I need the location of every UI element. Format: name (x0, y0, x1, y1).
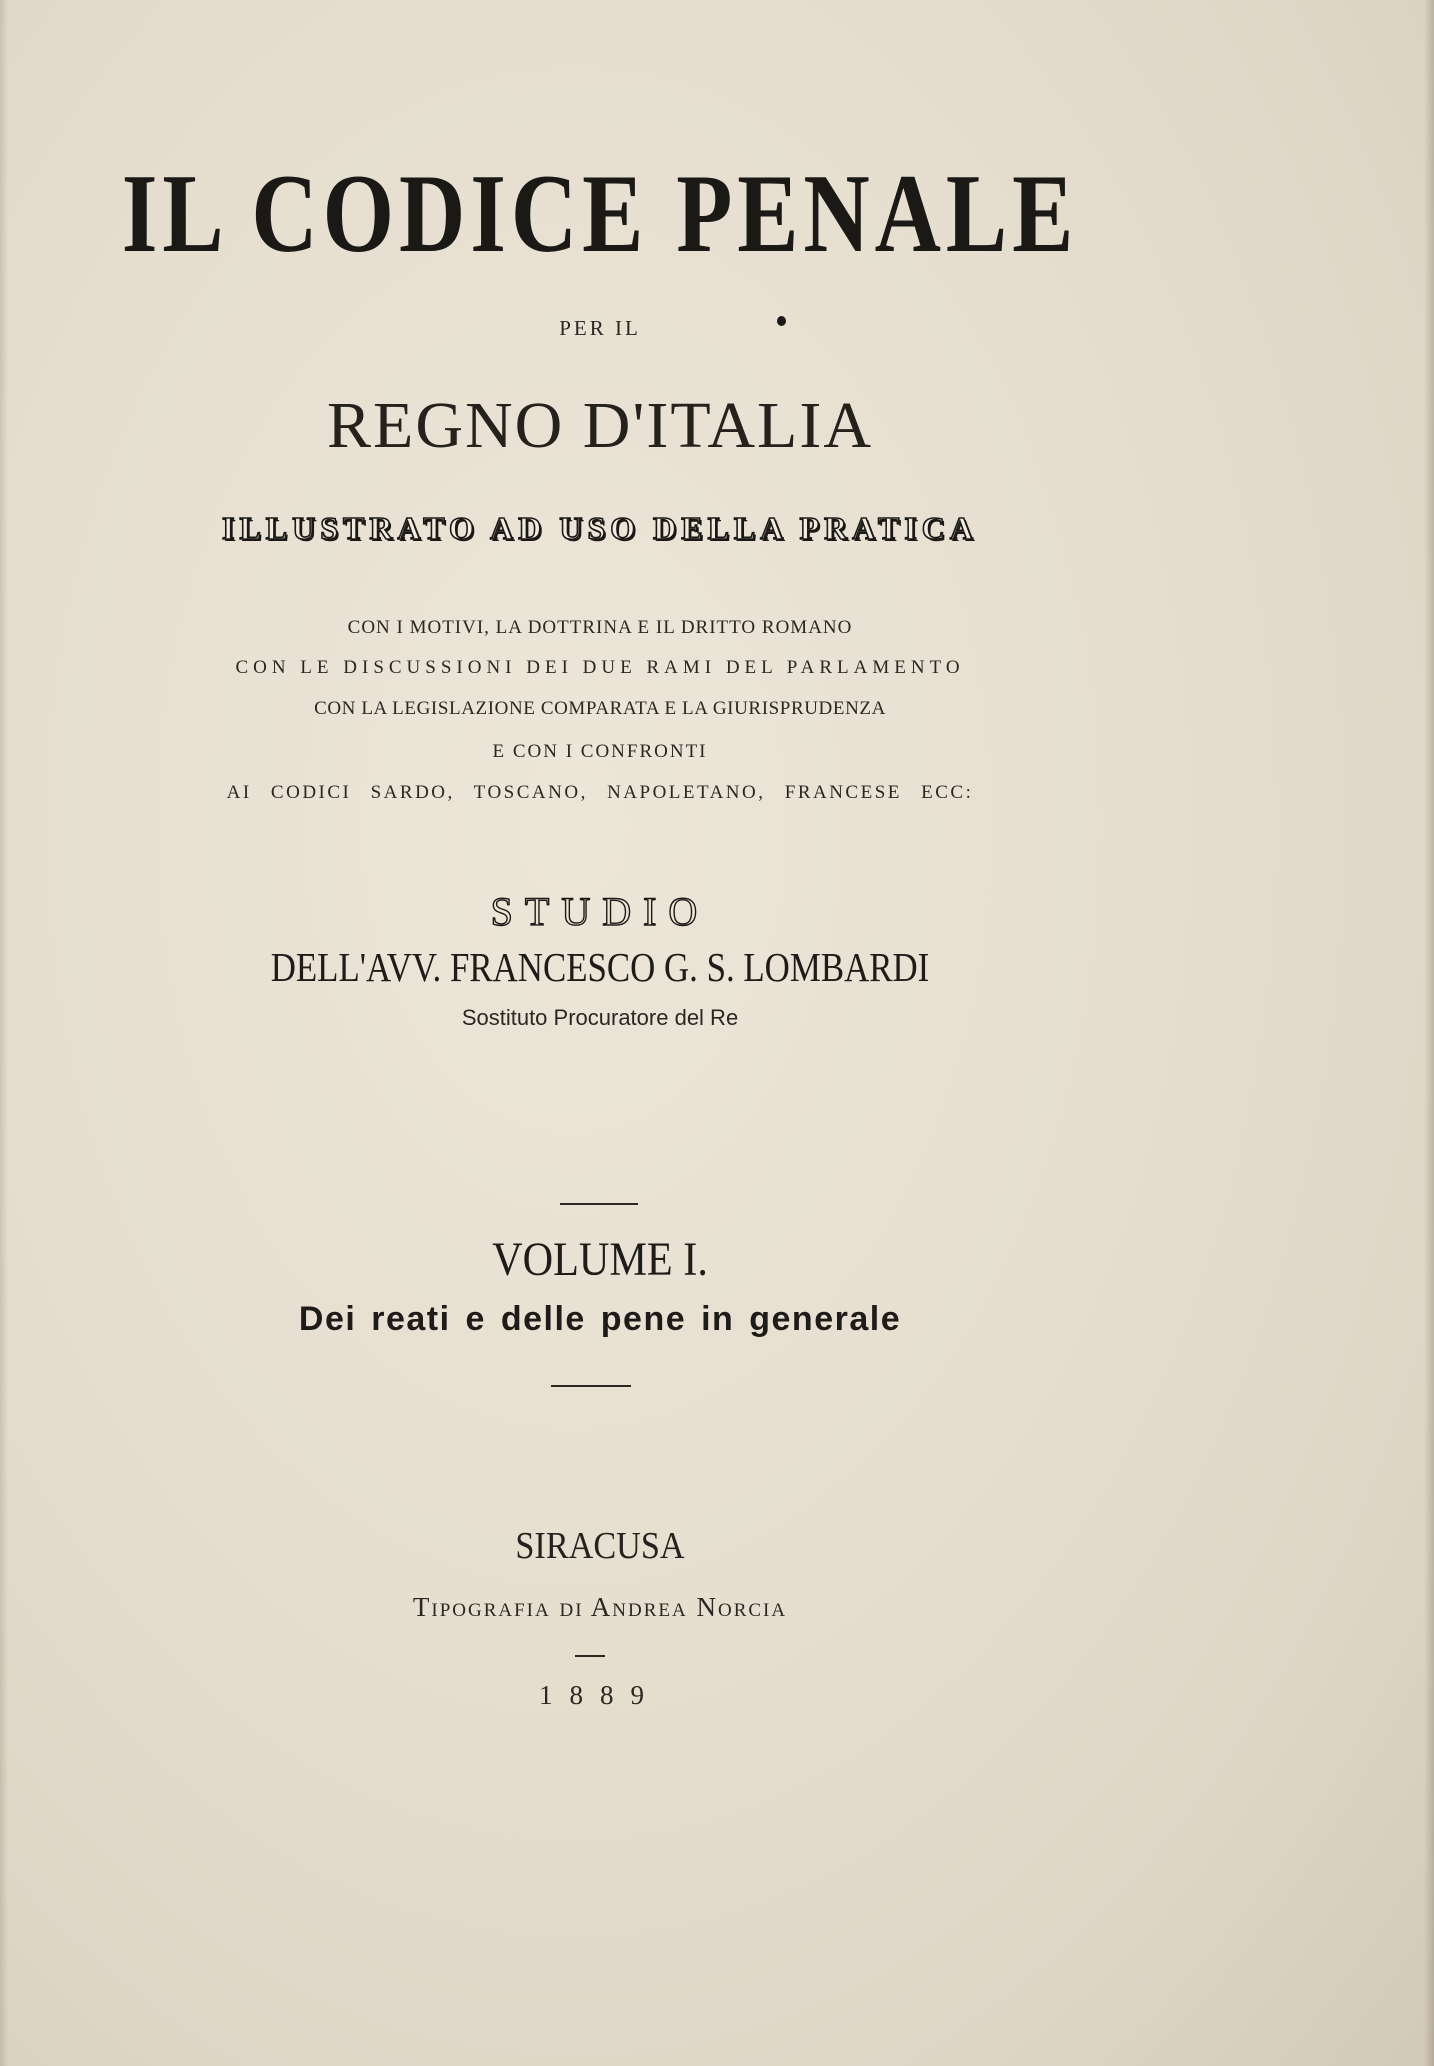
divider-rule (551, 1385, 631, 1387)
kingdom-title: REGNO D'ITALIA (326, 389, 873, 462)
book-title: IL CODICE PENALE (121, 152, 1079, 276)
detail-line: CON LA LEGISLAZIONE COMPARATA E LA GIURISPRUDENZA (314, 698, 886, 719)
divider-rule (560, 1203, 638, 1205)
book-subtitle: ILLUSTRATO AD USO DELLA PRATICA (221, 510, 979, 546)
detail-line: CON LE DISCUSSIONI DEI DUE RAMI DEL PARLAMENTO (235, 657, 965, 678)
page-edge-shadow-right (1424, 0, 1434, 2066)
publication-year: 1889 (539, 1680, 661, 1710)
volume-number: VOLUME I. (492, 1233, 708, 1286)
detail-line: E CON I CONFRONTI (492, 741, 708, 762)
divider-rule (575, 1655, 605, 1657)
page-edge-shadow-left (0, 0, 8, 2066)
volume-subtitle: Dei reati e delle pene in generale (298, 1300, 902, 1338)
publication-city: SIRACUSA (515, 1525, 685, 1567)
detail-line: CON I MOTIVI, LA DOTTRINA E IL DRITTO ROMANO (347, 617, 853, 638)
ink-spot (777, 316, 786, 326)
printer-name: Tipografia di Andrea Norcia (412, 1592, 788, 1622)
author-role: Sostituto Procuratore del Re (461, 1005, 739, 1030)
detail-line: AI CODICI SARDO, TOSCANO, NAPOLETANO, FRANCESE ECC: (226, 782, 974, 803)
study-label: STUDIO (490, 889, 710, 934)
title-connector: PER IL (559, 316, 641, 340)
author-name: DELL'AVV. FRANCESCO G. S. LOMBARDI (270, 944, 930, 990)
